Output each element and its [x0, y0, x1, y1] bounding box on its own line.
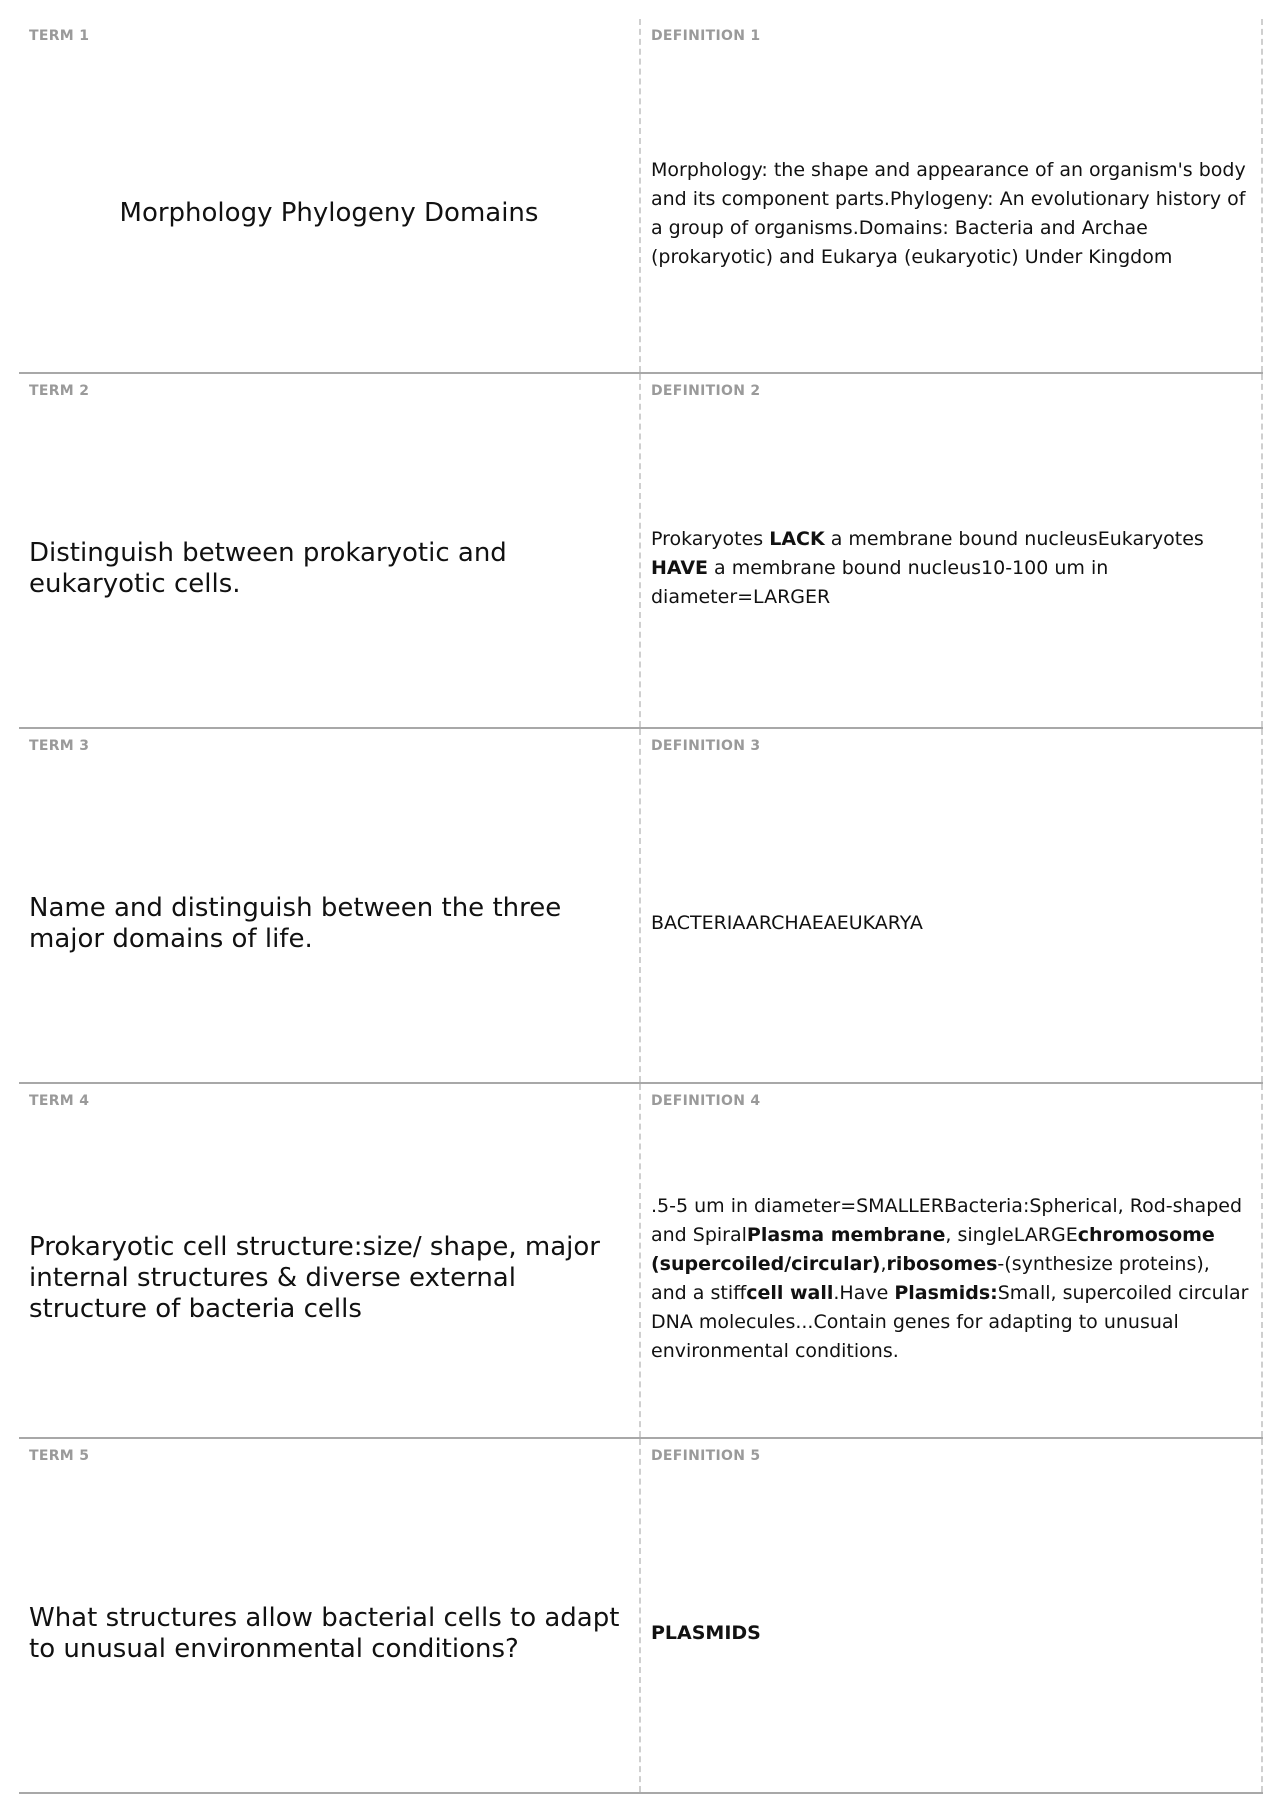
definition-label: DEFINITION 2: [651, 383, 761, 399]
definition-text: [651, 525, 1251, 612]
term-label: TERM 3: [29, 738, 90, 754]
definition-cell: [641, 1439, 1263, 1792]
term-cell: [19, 1439, 641, 1792]
definition-emphasis: LACK: [769, 528, 825, 550]
definition-cell: [641, 1084, 1263, 1437]
definition-run: Morphology: the shape and appearance of an organism's body and its component parts.Phylogeny: An evolutionary history of a group of organisms.Domains: Bacteria and Archae (prokaryotic) and Eukarya (eukaryotic) Under Kingdom: [651, 158, 1246, 268]
definition-emphasis: cell wall: [746, 1281, 834, 1304]
term-label: TERM 5: [29, 1448, 90, 1464]
definition-text: [651, 1192, 1251, 1366]
flashcard-row: [19, 1084, 1263, 1439]
definition-label: DEFINITION 3: [651, 738, 761, 754]
definition-emphasis: HAVE: [651, 557, 708, 579]
definition-cell: [641, 729, 1263, 1082]
definition-cell: [641, 374, 1263, 727]
term-label: TERM 1: [29, 28, 90, 44]
flashcard-sheet: [19, 19, 1263, 1794]
term-text: Morphology Phylogeny Domains: [119, 198, 539, 228]
term-cell: [19, 19, 641, 372]
definition-emphasis: Plasmids:: [894, 1281, 998, 1304]
definition-label: DEFINITION 4: [651, 1093, 761, 1109]
definition-run: -(synthesize proteins), and a stiff: [651, 1252, 1210, 1304]
definition-run: a membrane bound nucleus10-100 um in diameter=LARGER: [651, 557, 1109, 608]
definition-label: DEFINITION 5: [651, 1448, 761, 1464]
term-cell: [19, 374, 641, 727]
term-label: TERM 2: [29, 383, 90, 399]
definition-cell: [641, 19, 1263, 372]
definition-emphasis: ribosomes: [886, 1252, 998, 1275]
term-text: Distinguish between prokaryotic and eukaryotic cells.: [29, 537, 507, 599]
term-text: Prokaryotic cell structure:size/ shape, major internal structures & diverse external structure of bacteria cells: [29, 1232, 600, 1324]
definition-text: [651, 156, 1251, 272]
definition-emphasis: chromosome (supercoiled/circular): [651, 1223, 1215, 1275]
flashcard-row: [19, 19, 1263, 374]
definition-run: ,: [880, 1252, 887, 1275]
definition-label: DEFINITION 1: [651, 28, 761, 44]
flashcard-row: [19, 1439, 1263, 1794]
definition-emphasis: Plasma membrane: [746, 1223, 946, 1246]
term-text: What structures allow bacterial cells to adapt to unusual environmental conditions?: [29, 1602, 620, 1664]
flashcard-row: [19, 374, 1263, 729]
term-text: Name and distinguish between the three major domains of life.: [29, 892, 562, 954]
definition-run: Small, supercoiled circular DNA molecules...Contain genes for adapting to unusual environmental conditions.: [651, 1281, 1249, 1362]
definition-run: , singleLARGE: [945, 1223, 1078, 1246]
term-cell: [19, 729, 641, 1082]
term-cell: [19, 1084, 641, 1437]
definition-run: BACTERIAARCHAEAEUKARYA: [651, 912, 923, 934]
definition-text: [651, 909, 1251, 938]
definition-run: .Have: [833, 1281, 895, 1304]
definition-run: .5-5 um in diameter=SMALLERBacteria:Spherical, Rod-shaped and Spiral: [651, 1194, 1243, 1246]
definition-run: Prokaryotes: [651, 528, 770, 550]
definition-run: a membrane bound nucleusEukaryotes: [824, 528, 1204, 550]
term-label: TERM 4: [29, 1093, 90, 1109]
definition-emphasis: PLASMIDS: [651, 1622, 761, 1644]
definition-text: [651, 1619, 1251, 1648]
flashcard-row: [19, 729, 1263, 1084]
